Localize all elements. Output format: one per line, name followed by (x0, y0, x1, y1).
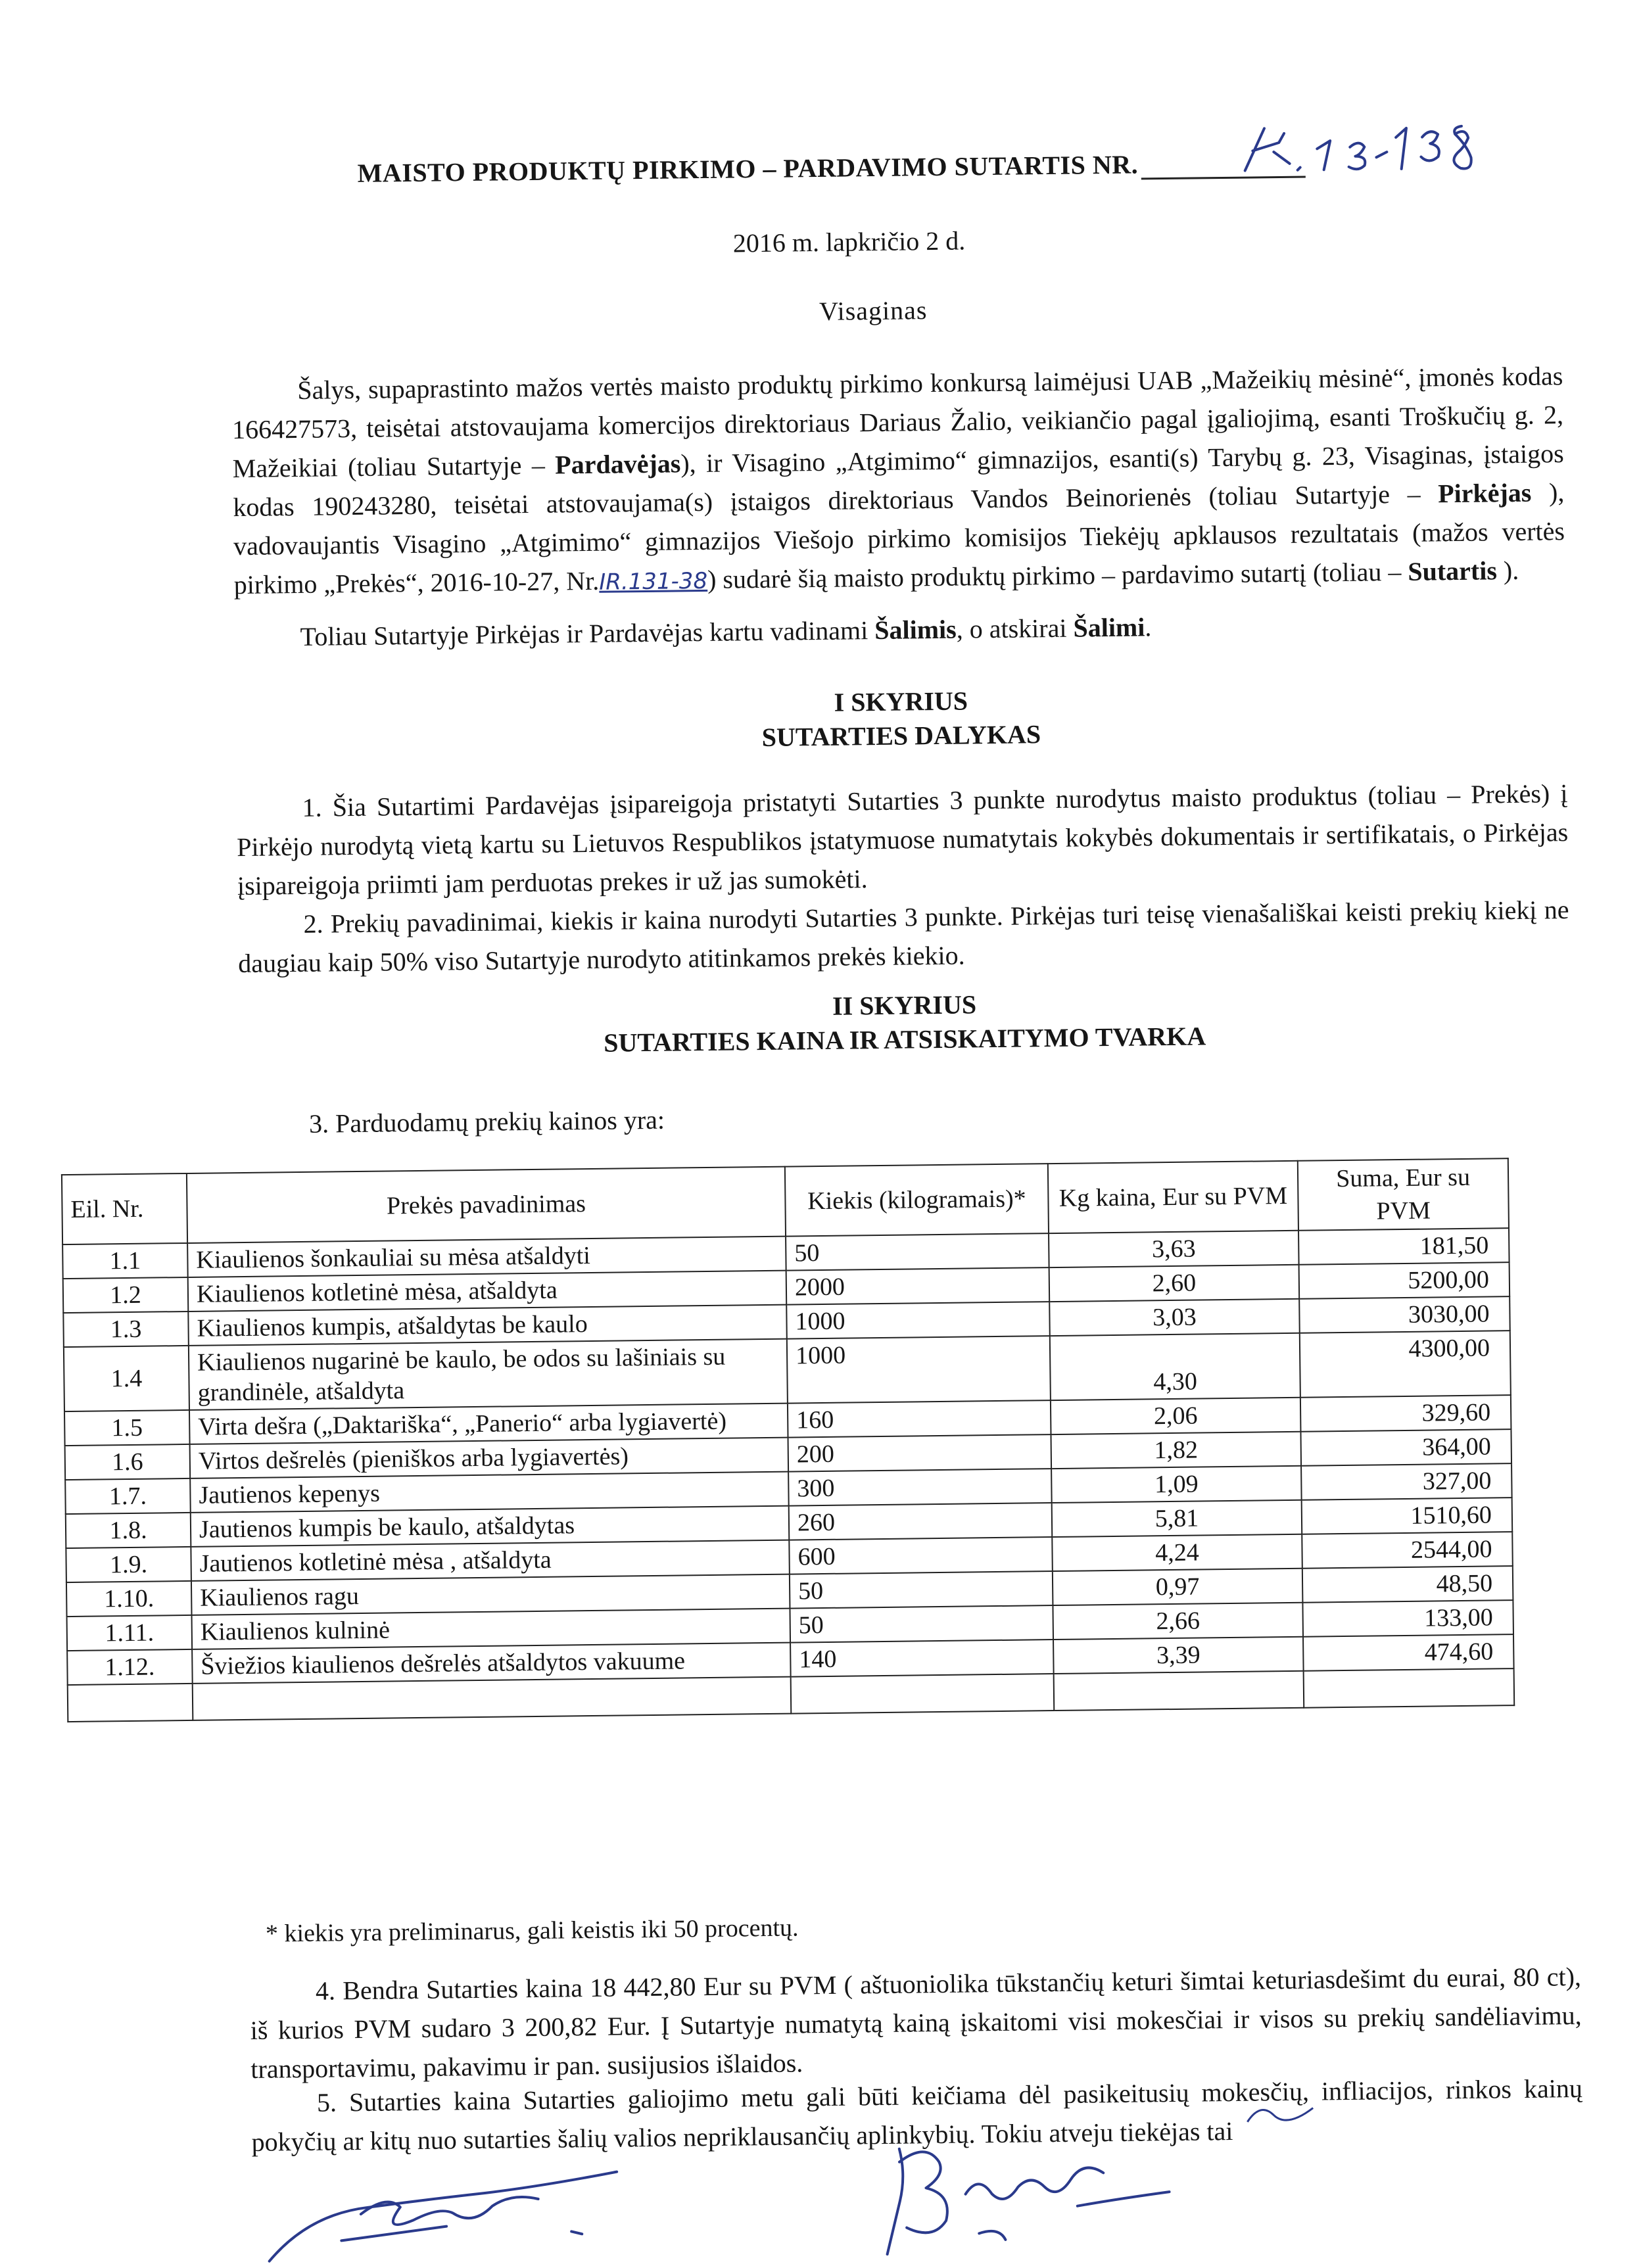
cell-sum: 48,50 (1302, 1566, 1513, 1603)
quantity-footnote: * kiekis yra preliminarus, gali keistis iki 50 procentų. (265, 1914, 799, 1948)
cell-no: 1.7. (65, 1478, 191, 1514)
cell-qty: 200 (788, 1434, 1052, 1472)
seller-signature-icon (255, 2164, 730, 2265)
parties-text-2: , o atskirai (956, 613, 1067, 644)
cell-no: 1.12. (67, 1649, 193, 1685)
cell-sum: 329,60 (1300, 1395, 1511, 1432)
cell-name: Jautienos kotletinė mėsa , atšaldyta (191, 1540, 790, 1581)
price-table (61, 1158, 1515, 1722)
cell-qty: 140 (790, 1640, 1054, 1677)
cell-sum: 5200,00 (1299, 1262, 1510, 1299)
cell-price: 0,97 (1053, 1569, 1303, 1605)
cell-no: 1.10. (66, 1581, 192, 1617)
cell-name: Jautienos kepenys (190, 1472, 789, 1513)
handwritten-contract-number-icon (1218, 107, 1495, 189)
parties-paragraph (234, 603, 1566, 657)
handwritten-mark-icon (1241, 2095, 1320, 2135)
cell-sum: 4300,00 (1300, 1331, 1511, 1398)
cell-sum: 364,00 (1300, 1429, 1511, 1466)
intro-text-3: ), vadovaujantis Visagino „Atgimimo“ gimnazijos Viešojo pirkimo komisijos Tiekėjų apklausos rezultatais (mažos vertės pirkimo „Prekės“, 2016-10-27, Nr. (233, 477, 1565, 600)
header-qty: Kiekis (kilogramais)* (785, 1164, 1049, 1237)
intro-seller: Pardavėjas (555, 448, 681, 480)
chapter-2-title: SUTARTIES KAINA IR ATSISKAITYMO TVARKA (603, 1021, 1206, 1058)
cell-sum: 3030,00 (1299, 1296, 1510, 1333)
cell-name: Šviežios kiaulienos dešrelės atšaldytos vakuume (192, 1643, 791, 1684)
chapter-1-clauses (236, 774, 1569, 983)
cell-no: 1.2 (63, 1277, 189, 1313)
contract-date: 2016 m. lapkričio 2 d. (732, 225, 966, 258)
cell-sum: 133,00 (1302, 1600, 1513, 1637)
cell-price: 1,82 (1051, 1432, 1301, 1469)
cell-price: 3,63 (1049, 1231, 1299, 1267)
cell-price: 3,39 (1053, 1637, 1304, 1674)
buyer-signature-icon (860, 2133, 1190, 2259)
cell-qty: 50 (786, 1233, 1049, 1271)
cell-no: 1.11. (67, 1615, 193, 1651)
intro-paragraph (231, 356, 1565, 606)
cell-sum: 474,60 (1303, 1634, 1514, 1671)
clause-5: 5. Sutarties kaina Sutarties galiojimo metu gali būti keičiama dėl pasikeitusių mokesčių, infliacijos, rinkos kainų pokyčių ar kitų nuo sutarties šalių valios nepriklausančių aplinkybių. Tokiu atveju tiekėjas tai (251, 2073, 1583, 2157)
cell-name: Virtos dešrelės (pieniškos arba lygiavertės) (190, 1438, 789, 1478)
cell-no: 1.8. (66, 1513, 191, 1548)
cell-empty (791, 1674, 1055, 1714)
chapter-1-heading (235, 677, 1567, 761)
cell-empty (1054, 1671, 1304, 1711)
clause-4: 4. Bendra Sutarties kaina 18 442,80 Eur su PVM ( aštuoniolika tūkstančių keturi šimtai keturiasdešimt du eurai, 80 ct), iš kurios PVM sudaro 3 200,82 Eur. Į Sutartyje numatytą kainą įskaitomi visi mokesčiai ir visos su prekių sandėliavimu, transportavimu, pakavimu ir pan. susijusios išlaidos. (250, 1961, 1582, 2084)
contract-title-text: MAISTO PRODUKTŲ PIRKIMO – PARDAVIMO SUTARTIS NR. (357, 149, 1139, 188)
price-table-body (62, 1228, 1514, 1722)
cell-name: Kiaulienos ragu (191, 1574, 790, 1615)
chapter-2-number: II SKYRIUS (832, 989, 977, 1021)
intro-nr-handwritten: IR.131-38 (598, 567, 708, 596)
cell-name: Kiaulienos šonkauliai su mėsa atšaldyti (187, 1237, 786, 1277)
cell-sum: 2544,00 (1302, 1532, 1513, 1569)
cell-no: 1.3 (63, 1311, 189, 1347)
cell-price: 4,24 (1052, 1534, 1302, 1571)
chapter-2-heading (239, 981, 1571, 1064)
cell-name: Kiaulienos kulninė (192, 1609, 791, 1649)
chapter-1-title: SUTARTIES DALYKAS (761, 719, 1041, 752)
cell-price: 4,30 (1050, 1333, 1300, 1400)
cell-qty: 50 (790, 1571, 1053, 1609)
contract-city: Visaginas (819, 295, 928, 326)
cell-price: 3,03 (1049, 1299, 1300, 1336)
clause-3: 3. Parduodamų prekių kainos yra: (308, 1104, 665, 1139)
cell-empty (193, 1677, 792, 1720)
cell-price: 2,60 (1049, 1265, 1300, 1302)
cell-qty: 600 (789, 1537, 1053, 1574)
clause-2: 2. Prekių pavadinimai, kiekis ir kaina nurodyti Sutarties 3 punkte. Pirkėjas turi teisę vienašališkai keisti prekių kiekį ne daugiau kaip 50% viso Sutartyje nurodyto atitinkamos prekės kiekio. (238, 895, 1569, 979)
cell-no: 1.4 (64, 1346, 189, 1411)
cell-no: 1.5 (64, 1410, 190, 1446)
cell-name: Kiaulienos kumpis, atšaldytas be kaulo (188, 1305, 787, 1346)
header-name: Prekės pavadinimas (187, 1167, 786, 1243)
cell-qty: 260 (789, 1503, 1053, 1540)
chapter-1-number: I SKYRIUS (834, 686, 968, 717)
cell-empty (1304, 1668, 1515, 1708)
cell-price: 2,06 (1051, 1398, 1301, 1434)
parties-text-1: Toliau Sutartyje Pirkėjas ir Pardavėjas kartu vadinami (300, 615, 868, 651)
cell-name: Virta dešra („Daktariška“, „Panerio“ arba lygiavertė) (189, 1404, 788, 1444)
cell-qty: 2000 (786, 1267, 1050, 1305)
cell-qty: 160 (788, 1400, 1051, 1438)
parties-text-3: . (1145, 612, 1152, 642)
cell-no: 1.1 (62, 1243, 188, 1279)
cell-no: 1.9. (66, 1547, 191, 1582)
cell-name: Kiaulienos nugarinė be kaulo, be odos su lašiniais su grandinėle, atšaldyta (189, 1339, 788, 1410)
cell-price: 2,66 (1053, 1603, 1303, 1640)
parties-bold-2: Šalimi (1073, 612, 1145, 643)
cell-qty: 1000 (787, 1336, 1051, 1404)
cell-qty: 1000 (786, 1302, 1050, 1339)
cell-name: Jautienos kumpis be kaulo, atšaldytas (191, 1506, 790, 1547)
intro-text-1: Šalys, supaprastinto mažos vertės maisto produktų pirkimo konkursą laimėjusi UAB „Mažeikių mėsinė“, įmonės kodas 166427573, teisėtai atstovaujama komercijos direktoriaus Dariaus Žalio, veikiančio pagal įgaliojimą, esanti Troškučių g. 2, Mažeikiai (toliau Sutartyje – (231, 361, 1564, 484)
clause-1: 1. Šia Sutartimi Pardavėjas įsipareigoja pristatyti Sutarties 3 punkte nurodytus maisto produktus (toliau – Prekės) į Pirkėjo nurodytą vietą kartu su Lietuvos Respublikos įstatymuose numatytais kokybės dokumentais ir sertifikatais, o Pirkėjas įsipareigoja priimti jam perduotas prekes ir už jas sumokėti. (237, 778, 1569, 901)
intro-text-4: ) sudarė šią maisto produktų pirkimo – pardavimo sutartį (toliau – (707, 556, 1402, 594)
header-sum: Suma, Eur su PVM (1298, 1158, 1509, 1231)
cell-qty: 50 (790, 1605, 1053, 1643)
header-no: Eil. Nr. (62, 1173, 187, 1244)
intro-text-5: ). (1503, 555, 1519, 586)
intro-text-2: ), ir Visagino „Atgimimo“ gimnazijos, esanti(s) Tarybų g. 23, Visaginas, įstaigos kodas 190243280, teisėtai atstovaujama(s) įstaigos direktoriaus Vandos Beinorienės (toliau Sutartyje – (233, 438, 1564, 523)
cell-name: Kiaulienos kotletinė mėsa, atšaldyta (188, 1271, 787, 1311)
cell-qty: 300 (788, 1469, 1052, 1506)
cell-price: 5,81 (1052, 1500, 1302, 1537)
cell-empty (68, 1684, 193, 1722)
parties-bold-1: Šalimis (874, 614, 957, 646)
header-price: Kg kaina, Eur su PVM (1048, 1161, 1298, 1233)
intro-buyer: Pirkėjas (1437, 477, 1532, 509)
cell-sum: 327,00 (1301, 1463, 1512, 1500)
cell-sum: 1510,60 (1302, 1498, 1513, 1534)
intro-contract: Sutartis (1408, 555, 1498, 586)
cell-price: 1,09 (1051, 1466, 1302, 1503)
cell-sum: 181,50 (1298, 1228, 1510, 1265)
cell-no: 1.6 (65, 1444, 191, 1480)
